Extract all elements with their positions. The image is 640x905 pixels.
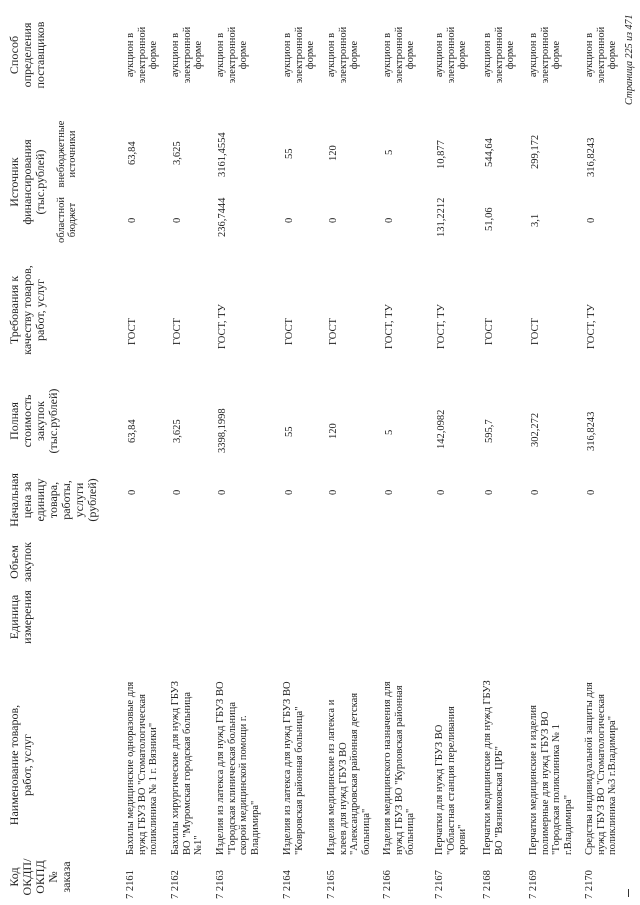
cell-method: аукцион в электронной форме xyxy=(125,26,159,84)
cell-budget: 0 xyxy=(172,217,183,223)
header-total-cost: Полная стоимость закупок (тыс.рублей) xyxy=(7,388,60,454)
cell-budget: 0 xyxy=(284,217,295,223)
header-method: Способ определения поставщиков xyxy=(7,21,47,89)
header-name: Наименование товаров, работ, услуг xyxy=(7,704,34,826)
cell-price: 0 xyxy=(484,489,495,495)
cell-name: Изделия медицинского назначения для нужд ГБУЗ ВО "Курловская районная больница" xyxy=(382,681,416,855)
cell-code: 7 2167 xyxy=(434,870,445,899)
cell-method: аукцион в электронной форме xyxy=(584,26,618,84)
cell-price: 0 xyxy=(172,489,183,495)
cell-method: аукцион в электронной форме xyxy=(528,26,562,84)
cell-code: 7 2163 xyxy=(215,870,226,899)
cell-code: 7 2161 xyxy=(125,870,136,899)
cell-requirements: ГОСТ, ТУ xyxy=(217,304,228,349)
cell-budget: 0 xyxy=(328,217,339,223)
cell-code: 7 2164 xyxy=(282,870,293,899)
cell-price: 0 xyxy=(586,489,597,495)
cell-method: аукцион в электронной форме xyxy=(215,26,249,84)
cell-requirements: ГОСТ, ТУ xyxy=(384,304,395,349)
cell-name: Бахилы медицинские одноразовые для нужд ГБУЗ ВО "Стоматологическая поликлиника № 1 г. Вязники" xyxy=(125,681,159,855)
header-requirements: Требования к качеству товаров, работ, услуг xyxy=(7,265,47,355)
cell-requirements: ГОСТ xyxy=(127,318,138,345)
cell-method: аукцион в электронной форме xyxy=(434,26,468,84)
cell-extra: 10,877 xyxy=(436,140,447,169)
cell-method: аукцион в электронной форме xyxy=(382,26,416,84)
cell-name: Перчатки для нужд ГБУЗ ВО "Областная станция переливания крови" xyxy=(434,706,468,855)
cell-total: 5 xyxy=(384,429,395,435)
cell-code: 7 2168 xyxy=(482,870,493,899)
page-number: Страница 225 из 471 xyxy=(624,14,635,105)
cell-requirements: ГОСТ xyxy=(328,318,339,345)
cell-code: 7 2165 xyxy=(326,870,337,899)
cell-code: 7 2166 xyxy=(382,870,393,899)
cell-budget: 51,06 xyxy=(484,207,495,231)
cell-extra: 316,8243 xyxy=(586,137,597,177)
cell-price: 0 xyxy=(436,489,447,495)
cell-extra: 544,64 xyxy=(484,138,495,167)
cell-method: аукцион в электронной форме xyxy=(482,26,516,84)
cell-extra: 299,172 xyxy=(530,134,541,169)
cell-code: 7 2170 xyxy=(584,870,595,899)
cell-extra: 63,84 xyxy=(127,141,138,165)
header-unit: Единица измерения xyxy=(7,590,34,644)
cell-name: Перчатки медицинские для нужд ГБУЗ ВО "Вязниковская ЦРБ" xyxy=(482,680,505,855)
cell-price: 0 xyxy=(384,489,395,495)
cell-code: 7 2169 xyxy=(528,870,539,899)
cell-name: Изделия медицинские из латекса и клеев для нужд ГБУЗ ВО "Александровская районная детская больница" xyxy=(326,692,372,855)
cell-total: 595,7 xyxy=(484,419,495,443)
cell-requirements: ГОСТ xyxy=(530,318,541,345)
cell-code: 7 2162 xyxy=(170,870,181,899)
cell-budget: 0 xyxy=(586,217,597,223)
scan-mark xyxy=(628,889,629,897)
cell-budget: 0 xyxy=(384,217,395,223)
cell-total: 3398,1998 xyxy=(217,408,228,453)
header-extrabudgetary: внебюджетные источники xyxy=(56,120,78,188)
cell-requirements: ГОСТ xyxy=(284,318,295,345)
cell-budget: 131,2212 xyxy=(436,197,447,237)
header-code: Код ОКДП/ ОКПД № заказа xyxy=(7,858,73,896)
cell-price: 0 xyxy=(127,489,138,495)
cell-budget: 236,7444 xyxy=(217,197,228,237)
cell-extra: 5 xyxy=(384,149,395,155)
cell-total: 302,272 xyxy=(530,412,541,447)
cell-price: 0 xyxy=(530,489,541,495)
cell-price: 0 xyxy=(328,489,339,495)
cell-name: Изделия из латекса для нужд ГБУЗ ВО "Городская клиническая больница скорой медицинской помощи г. Владимира" xyxy=(215,681,261,855)
cell-price: 0 xyxy=(284,489,295,495)
cell-extra: 3161,4554 xyxy=(217,132,228,177)
cell-total: 63,84 xyxy=(127,419,138,443)
cell-total: 55 xyxy=(284,426,295,437)
cell-extra: 55 xyxy=(284,148,295,159)
cell-budget: 3,1 xyxy=(530,213,541,227)
cell-requirements: ГОСТ, ТУ xyxy=(586,304,597,349)
cell-price: 0 xyxy=(217,489,228,495)
cell-method: аукцион в электронной форме xyxy=(282,26,316,84)
header-initial-price: Начальная цена за единицу товара, работы, услуги (рублей) xyxy=(7,473,99,527)
header-financing: Источник финансирования (тыс.рублей) xyxy=(7,139,47,225)
cell-name: Бахилы хирургические для нужд ГБУЗ ВО "Муромская городская больница №1" xyxy=(170,680,204,855)
header-volume: Объем закупок xyxy=(7,542,34,582)
cell-method: аукцион в электронной форме xyxy=(326,26,360,84)
cell-total: 142,0982 xyxy=(436,409,447,449)
cell-method: аукцион в электронной форме xyxy=(170,26,204,84)
cell-requirements: ГОСТ xyxy=(172,318,183,345)
cell-extra: 120 xyxy=(328,145,339,161)
cell-requirements: ГОСТ xyxy=(484,318,495,345)
cell-requirements: ГОСТ, ТУ xyxy=(436,304,447,349)
header-regional-budget: областной бюджет xyxy=(56,197,78,243)
cell-name: Перчатки медицинские и изделия полимерные для нужд ГБУЗ ВО "Городская поликлиника № 1 г.Владимира" xyxy=(528,705,574,855)
cell-budget: 0 xyxy=(127,217,138,223)
cell-name: Средства индивидуальной защиты для нужд ГБУЗ ВО "Стоматологическая поликлиника №3 г.Владимира" xyxy=(584,682,618,855)
cell-total: 3,625 xyxy=(172,419,183,443)
cell-extra: 3,625 xyxy=(172,141,183,165)
cell-total: 316,8243 xyxy=(586,411,597,451)
cell-total: 120 xyxy=(328,423,339,439)
cell-name: Изделия из латекса для нужд ГБУЗ ВО "Ковровская районная больница" xyxy=(282,681,305,855)
